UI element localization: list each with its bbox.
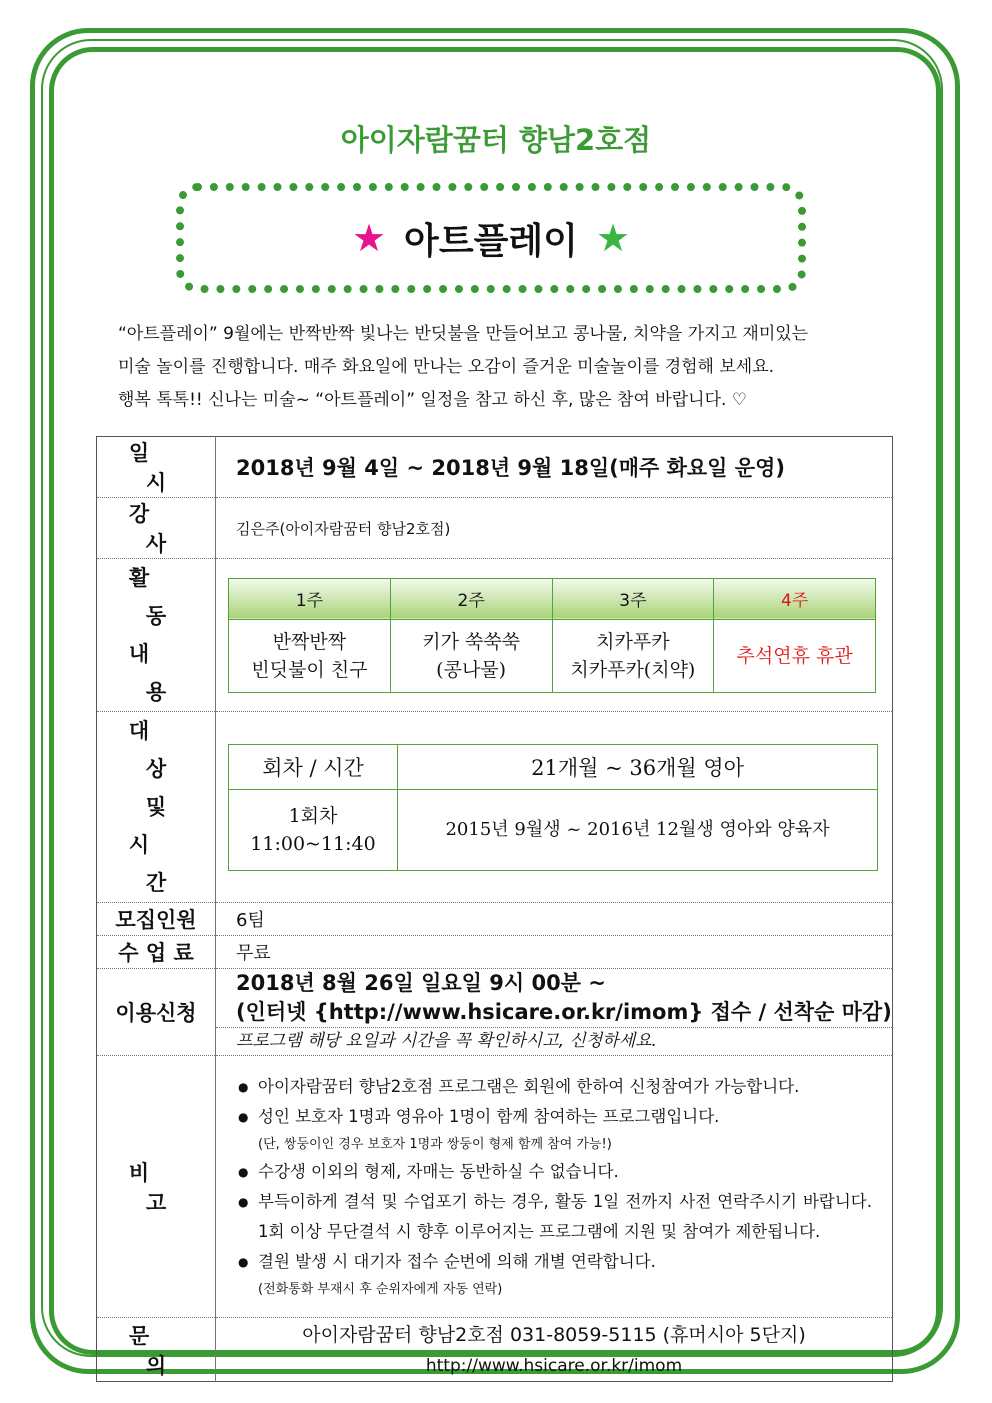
week-activity-holiday: 추석연휴 휴관 bbox=[714, 619, 876, 692]
eligibility: 2015년 9월생 ~ 2016년 12월생 영아와 양육자 bbox=[398, 789, 878, 870]
fee-value: 무료 bbox=[216, 936, 893, 969]
intro-line: 미술 놀이를 진행합니다. 매주 화요일에 만나는 오감이 즐거운 미술놀이를 경험해 보세요. bbox=[118, 357, 775, 377]
remarks-cell bbox=[216, 1056, 893, 1318]
remarks-list bbox=[216, 1072, 892, 1302]
activities-label: 활 동 내 용 bbox=[97, 559, 216, 712]
remark-item: ● 수강생 이외의 형제, 자매는 동반하실 수 없습니다. bbox=[238, 1157, 872, 1187]
target-label: 대 상 및 시 간 bbox=[97, 712, 216, 903]
week-activity: 키가 쑥쑥쑥 (콩나물) bbox=[390, 619, 552, 692]
program-info-table bbox=[96, 436, 893, 1382]
application-row bbox=[97, 969, 893, 1056]
contact-cell bbox=[216, 1318, 893, 1382]
remark-item: ● 부득이하게 결석 및 수업포기 하는 경우, 활동 1일 전까지 사전 연락주시기 바랍니다. 1회 이상 무단결석 시 향후 이루어지는 프로그램에 지원 및 참여가 제한됩니다. bbox=[238, 1187, 872, 1247]
activities-row bbox=[97, 559, 893, 712]
schedule-label: 일 시 bbox=[97, 437, 216, 498]
program-title-box bbox=[176, 183, 806, 293]
week-header: 4주 bbox=[714, 578, 876, 619]
instructor-row bbox=[97, 498, 893, 559]
capacity-label: 모집인원 bbox=[97, 903, 216, 936]
application-date: 2018년 8월 26일 일요일 9시 00분 ~ bbox=[236, 971, 606, 995]
week-header: 1주 bbox=[229, 578, 391, 619]
session-time: 1회차 11:00~11:40 bbox=[229, 789, 398, 870]
session-header: 회차 / 시간 bbox=[229, 744, 398, 789]
remarks-row bbox=[97, 1056, 893, 1318]
instructor-value: 김은주(아이자람꿈터 향남2호점) bbox=[216, 498, 893, 559]
week-activity: 치카푸카 치카푸카(치약) bbox=[552, 619, 714, 692]
remark-subnote: (단, 쌍둥이인 경우 보호자 1명과 쌍둥이 형제 함께 참여 가능!) bbox=[258, 1136, 612, 1152]
program-title: 아트플레이 bbox=[404, 220, 578, 262]
pink-star-icon: ★ bbox=[351, 216, 387, 260]
application-method: (인터넷 {http://www.hsicare.or.kr/imom} 접수 / 선착순 마감) bbox=[236, 1000, 892, 1024]
week-activity: 반짝반짝 빈딧불이 친구 bbox=[229, 619, 391, 692]
contact-label: 문 의 bbox=[97, 1318, 216, 1382]
capacity-value: 6팀 bbox=[216, 903, 893, 936]
schedule-row bbox=[97, 437, 893, 498]
activities-cell bbox=[216, 559, 893, 712]
remark-item: ● 결원 발생 시 대기자 접수 순번에 의해 개별 연락합니다. bbox=[238, 1247, 872, 1277]
contact-url[interactable]: http://www.hsicare.or.kr/imom bbox=[425, 1355, 683, 1376]
center-name: 아이자람꿈터 향남2호점 bbox=[340, 123, 652, 157]
fee-row bbox=[97, 936, 893, 969]
intro-text bbox=[118, 318, 888, 417]
weekly-activity-table bbox=[228, 578, 876, 693]
contact-phone: 아이자람꿈터 향남2호점 031-8059-5115 (휴머시아 5단지) bbox=[302, 1323, 806, 1346]
remarks-label: 비 고 bbox=[97, 1056, 216, 1318]
target-row bbox=[97, 712, 893, 903]
intro-line: “아트플레이” 9월에는 반짝반짝 빛나는 반딧불을 만들어보고 콩나물, 치약을 가지고 재미있는 bbox=[118, 324, 809, 344]
application-cell bbox=[216, 969, 893, 1056]
application-label: 이용신청 bbox=[97, 969, 216, 1056]
remark-item: ● 아이자람꿈터 향남2호점 프로그램은 회원에 한하여 신청참여가 가능합니다. bbox=[238, 1072, 872, 1102]
contact-row bbox=[97, 1318, 893, 1382]
remark-subnote: (전화통화 부재시 후 순위자에게 자동 연락) bbox=[258, 1281, 503, 1297]
schedule-value: 2018년 9월 4일 ~ 2018년 9월 18일(매주 화요일 운영) bbox=[216, 437, 893, 498]
application-note: 프로그램 해당 요일과 시간을 꼭 확인하시고, 신청하세요. bbox=[216, 1027, 892, 1055]
green-star-icon: ★ bbox=[595, 216, 631, 260]
fee-label: 수 업 료 bbox=[97, 936, 216, 969]
week-header: 2주 bbox=[390, 578, 552, 619]
session-table bbox=[228, 744, 878, 871]
target-cell bbox=[216, 712, 893, 903]
remark-item: ● 성인 보호자 1명과 영유아 1명이 함께 참여하는 프로그램입니다. bbox=[238, 1102, 872, 1132]
age-header: 21개월 ~ 36개월 영아 bbox=[398, 744, 878, 789]
instructor-label: 강 사 bbox=[97, 498, 216, 559]
capacity-row bbox=[97, 903, 893, 936]
week-header: 3주 bbox=[552, 578, 714, 619]
intro-line: 행복 톡톡!! 신나는 미술~ “아트플레이” 일정을 참고 하신 후, 많은 참여 바랍니다. ♡ bbox=[118, 390, 748, 410]
